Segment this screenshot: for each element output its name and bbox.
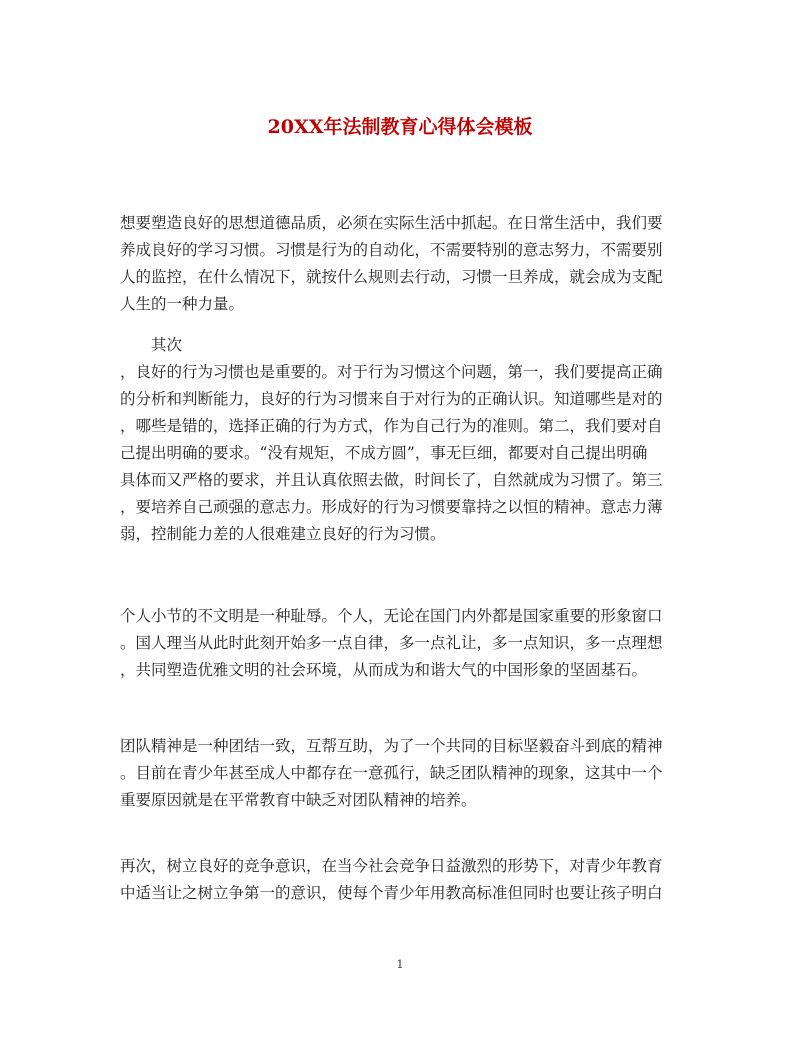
paragraph-4 [120,733,688,814]
paragraph-line: ，共同塑造优雅文明的社会环境，从而成为和谐大气的中国形象的坚固基石。 [120,661,648,679]
paragraph-line: 。目前在青少年甚至成人中都存在一意孤行，缺乏团队精神的现象，这其中一个 [120,764,663,782]
paragraph-line: 团队精神是一种团结一致，互帮互助，为了一个共同的目标坚毅奋斗到底的精神 [120,737,663,755]
paragraph-line: 。国人理当从此时此刻开始多一点自律，多一点礼让，多一点知识，多一点理想 [120,634,663,652]
paragraph-line: 弱，控制能力差的人很难建立良好的行为习惯。 [120,525,446,543]
paragraph-5 [120,853,688,907]
paragraph-2 [120,332,688,548]
paragraph-line: 具体而又严格的要求，并且认真依照去做，时间长了，自然就成为习惯了。第三 [120,471,663,489]
paragraph-line: 重要原因就是在平常教育中缺乏对团队精神的培养。 [120,791,477,809]
paragraph-line: 人生的一种力量。 [120,295,245,313]
paragraph-line: 其次 [151,336,183,354]
paragraph-line: 想要塑造良好的思想道德品质，必须在实际生活中抓起。在日常生活中，我们要 [120,214,663,232]
document-title: 20XX年法制教育心得体会模板 [267,116,533,138]
paragraph-1 [120,210,688,318]
paragraph-3 [120,603,688,684]
paragraph-line: 养成良好的学习习惯。习惯是行为的自动化，不需要特别的意志努力，不需要别 [120,241,663,259]
paragraph-line: ，要培养自己顽强的意志力。形成好的行为习惯要靠持之以恒的精神。意志力薄 [120,498,663,516]
paragraph-line: 个人小节的不文明是一种耻辱。个人，无论在国门内外都是国家重要的形象窗口 [120,607,663,625]
paragraph-line: 再次，树立良好的竞争意识，在当今社会竞争日益激烈的形势下，对青少年教育 [120,857,663,875]
page-number: 1 [396,958,404,971]
paragraph-line: ，哪些是错的，选择正确的行为方式，作为自己行为的准则。第二，我们要对自 [120,417,663,435]
paragraph-line: ，良好的行为习惯也是重要的。对于行为习惯这个问题，第一，我们要提高正确 [120,363,663,381]
paragraph-line: 己提出明确的要求。“没有规矩，不成方圆”，事无巨细，都要对自己提出明确 [120,444,648,462]
paragraph-line: 人的监控，在什么情况下，就按什么规则去行动，习惯一旦养成，就会成为支配 [120,268,663,286]
paragraph-line: 中适当让之树立争第一的意识，使每个青少年用教高标准但同时也要让孩子明白 [120,884,663,902]
paragraph-line: 的分析和判断能力，良好的行为习惯来自于对行为的正确认识。知道哪些是对的 [120,390,663,408]
